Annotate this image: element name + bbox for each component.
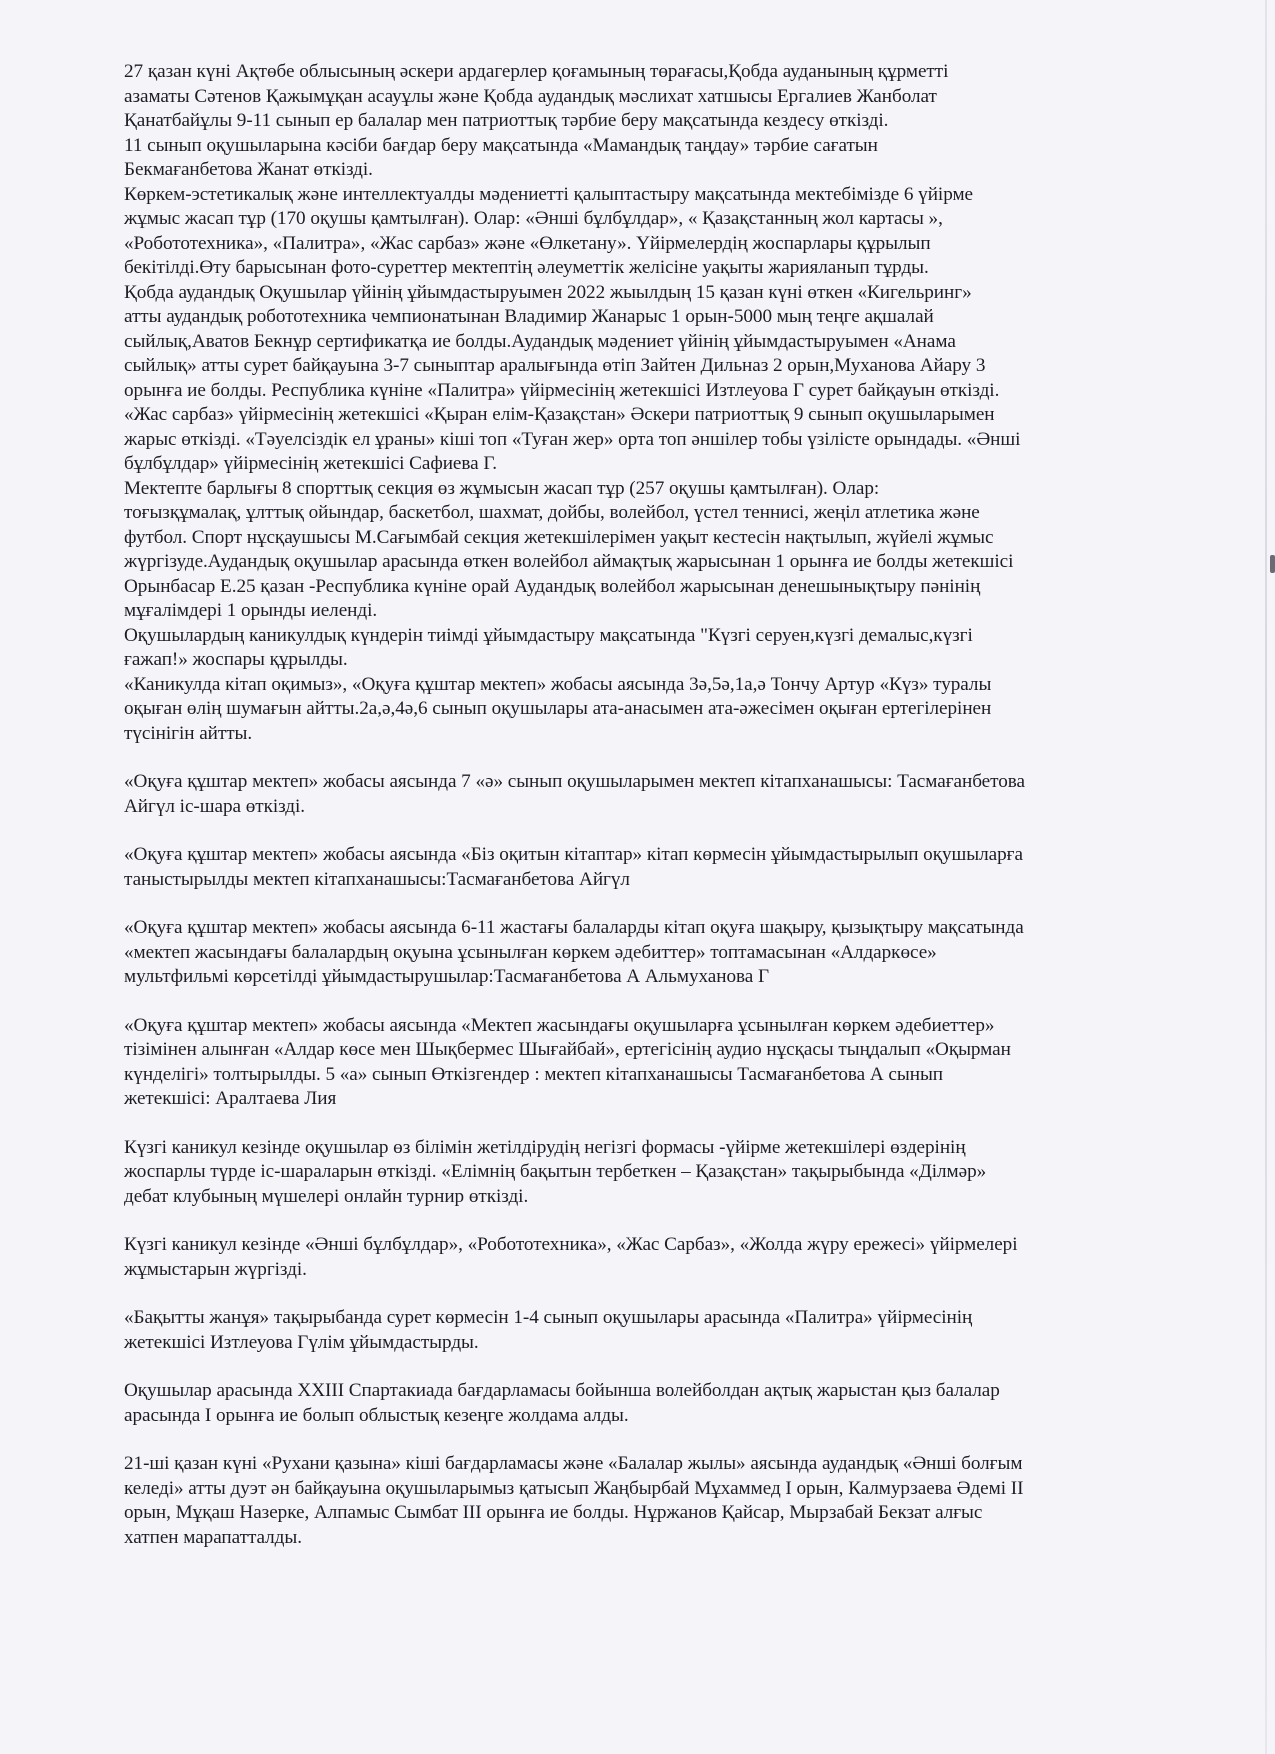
paragraph: «Оқуға құштар мектеп» жобасы аясында «Біз оқитын кітаптар» кітап көрмесін ұйымдастырылып оқушыларға таныстырылды мектеп кітапханашысы:Тасмағанбетова Айгүл [124, 844, 1023, 890]
paragraph: 11 сынып оқушыларына кәсіби бағдар беру мақсатында «Мамандық таңдау» тәрбие сағатын Бекмағанбетова Жанат өткізді. [124, 134, 878, 180]
paragraph: Мектепте барлығы 8 спорттық секция өз жұмысын жасап тұр (257 оқушы қамтылған). Олар: тоғызқұмалақ, ұлттық ойындар, баскетбол, шахмат, дойбы, волейбол, үстел теннисі, жеңіл атлетика және футбол. Спорт нұсқаушысы М.Сағымбай секция жетекшілерімен уақыт кестесін нақтылып, жүйелі жұмыс жүргізуде.Аудандық оқушылар арасында өткен волейбол аймақтық жарысынан 1 орынға ие болды жетекшісі Орынбасар Е.25 қазан -Республика күніне орай Аудандық волейбол жарысынан денешынықтыру пәнінің мұғалімдері 1 орынды иеленді. [124, 477, 1014, 621]
paragraph: Көркем-эстетикалық және интеллектуалды мәдениетті қалыптастыру мақсатында мектебімізде 6 үйірме жұмыс жасап тұр (170 оқушы қамтылған). Олар: «Әнші бұлбұлдар», « Қазақстанның жол картасы », «Робототехника», «Палитра», «Жас сарбаз» және «Өлкетану». Үйірмелердің жоспарлары құрылып бекітілді.Өту барысынан фото-суреттер мектептің әлеуметтік желісіне уақыты жарияланып тұрды. [124, 183, 974, 278]
paragraph: 21-ші қазан күні «Рухани қазына» кіші бағдарламасы және «Балалар жылы» аясында аудандық «Әнші болғым келеді» атты дуэт ән байқауына оқушыларымыз қатысып Жаңбырбай Мұхаммед I орын, Калмурзаева Әдемі II орын, Мұқаш Назерке, Алпамыс Сымбат III орынға ие болды. Нұржанов Қайсар, Мырзабай Бекзат алғыс хатпен марапатталды. [124, 1453, 1024, 1548]
paragraph: «Оқуға құштар мектеп» жобасы аясында «Мектеп жасындағы оқушыларға ұсынылған көркем әдебиеттер» тізімінен алынған «Алдар көсе мен Шықбермес Шығайбай», ертегісінің аудио нұсқасы тыңдалып «Оқырман күнделігі» толтырылды. 5 «а» сынып Өткізгендер : мектеп кітапханашысы Тасмағанбетова А сынып жетекшісі: Аралтаева Лия [124, 1014, 1011, 1109]
paragraph: «Каникулда кітап оқимыз», «Оқуға құштар мектеп» жобасы аясында 3ә,5ә,1а,ә Тончу Артур «Күз» туралы оқыған өлің шумағын айтты.2а,ә,4ә,6 сынып оқушылары ата-анасымен ата-әжесімен оқыған ертегілерінен түсінігін айтты. [124, 673, 992, 744]
paragraph: «Оқуға құштар мектеп» жобасы аясында 7 «ә» сынып оқушыларымен мектеп кітапханашысы: Тасмағанбетова Айгүл іс-шара өткізді. [124, 771, 1025, 817]
paragraph: 27 қазан күні Ақтөбе облысының әскери ардагерлер қоғамының төрағасы,Қобда ауданының құрметті азаматы Сәтенов Қажымұқан асауұлы және Қобда аудандық мәслихат хатшысы Ергалиев Жанболат Қанатбайұлы 9-11 сынып ер балалар мен патриоттық тәрбие беру мақсатында кездесу өткізді. [124, 61, 949, 131]
paragraph: Күзгі каникул кезінде оқушылар өз білімін жетілдірудің негізгі формасы -үйірме жетекшілері өздерінің жоспарлы түрде іс-шараларын өткізді. «Елімнің бақытын тербеткен – Қазақстан» тақырыбында «Ділмәр» дебат клубының мүшелері онлайн турнир өткізді. [124, 1136, 987, 1207]
document-body [124, 60, 1219, 1550]
paragraph: Оқушылардың каникулдық күндерін тиімді ұйымдастыру мақсатында "Күзгі серуен,күзгі демалыс,күзгі ғажап!» жоспары құрылды. [124, 624, 973, 670]
paragraph: Қобда аудандық Оқушылар үйінің ұйымдастыруымен 2022 жыылдың 15 қазан күні өткен «Кигельринг» атты аудандық робототехника чемпионатынан Владимир Жанарыс 1 орын-5000 мың теңге ақшалай сыйлық,Аватов Бекнұр сертификатқа ие болды.Аудандық мәдениет үйінің ұйымдастыруымен «Анама сыйлық» атты сурет байқауына 3-7 сыныптар аралығында өтіп Зайтен Дильназ 2 орын,Муханова Айару 3 орынға ие болды. Республика күніне «Палитра» үйірмесінің жетекшісі Изтлеуова Г сурет байқауын өткізді. «Жас сарбаз» үйірмесінің жетекшісі «Қыран елім-Қазақстан» Әскери патриоттық 9 сынып оқушыларымен жарыс өткізді. «Тәуелсіздік ел ұраны» кіші топ «Туған жер» орта топ әншілер тобы үзілісте орындады. «Әнші бұлбұлдар» үйірмесінің жетекшісі Сафиева Г. [124, 281, 1021, 474]
paragraph: «Оқуға құштар мектеп» жобасы аясында 6-11 жастағы балаларды кітап оқуға шақыру, қызықтыру мақсатында «мектеп жасындағы балалардың оқуына ұсынылған көркем әдебиттер» топтамасынан «Алдаркөсе» мультфильмі көрсетілді ұйымдастырушылар:Тасмағанбетова А Альмуханова Г [124, 917, 1024, 987]
scan-mark [1270, 555, 1275, 573]
paragraph: «Бақытты жанұя» тақырыбанда сурет көрмесін 1-4 сынып оқушылары арасында «Палитра» үйірмесінің жетекшісі Изтлеуова Гүлім ұйымдастырды. [124, 1307, 973, 1353]
scan-edge-line [1265, 0, 1267, 1754]
paragraph: Күзгі каникул кезінде «Әнші бұлбұлдар», «Робототехника», «Жас Сарбаз», «Жолда жүру ережесі» үйірмелері жұмыстарын жүргізді. [124, 1234, 1018, 1280]
paragraph: Оқушылар арасында XXIII Спартакиада бағдарламасы бойынша волейболдан ақтық жарыстан қыз балалар арасында I орынға ие болып облыстық кезеңге жолдама алды. [124, 1380, 1000, 1426]
